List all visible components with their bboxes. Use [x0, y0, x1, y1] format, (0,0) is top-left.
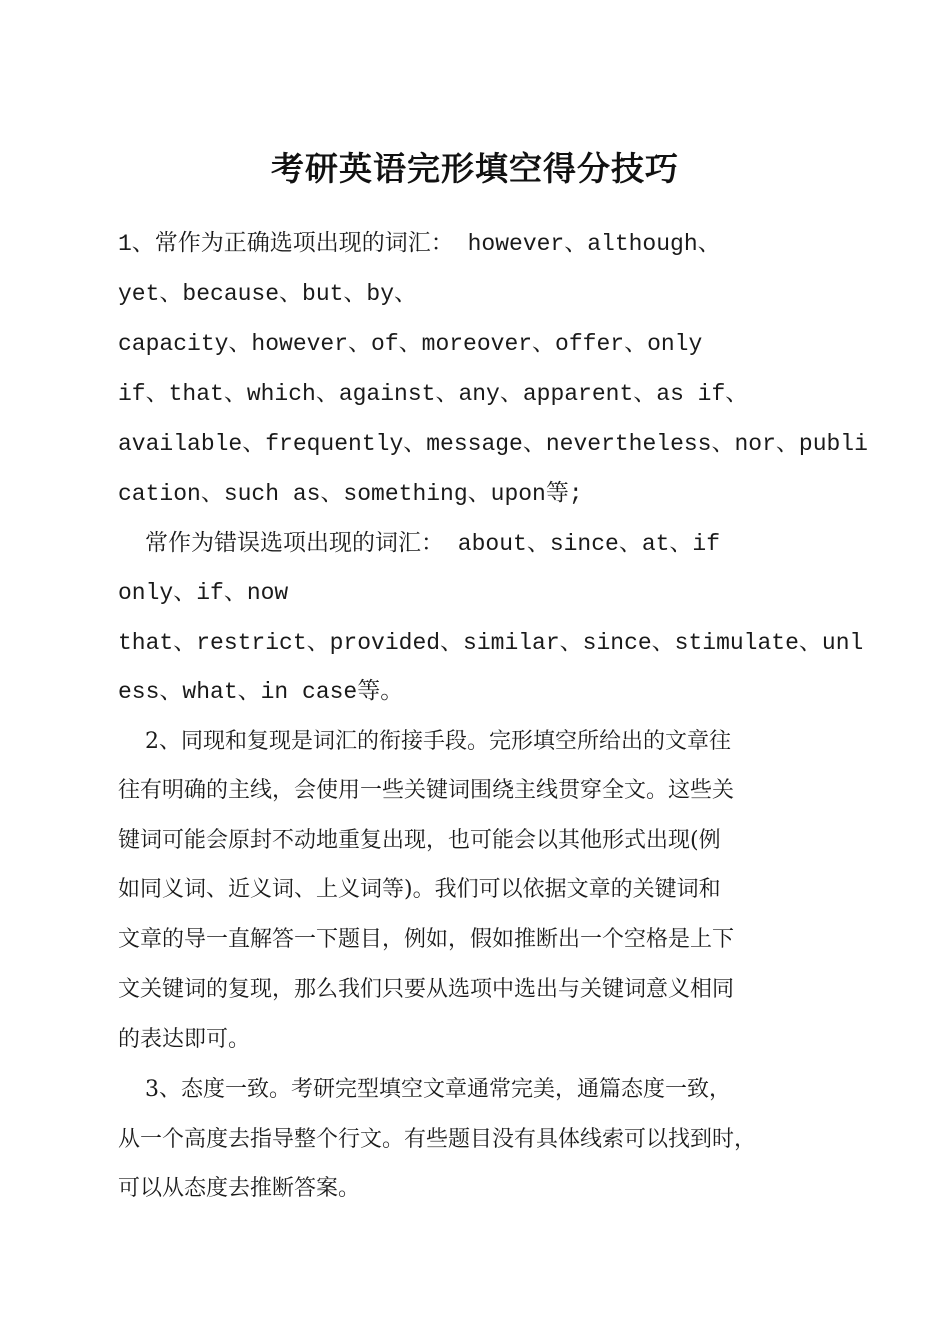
text-line-7: 常作为错误选项出现的词汇： about、since、at、if [145, 531, 721, 557]
text-line-15: 文章的导一直解答一下题目，例如，假如推断出一个空格是上下 [118, 927, 735, 952]
text-line-17: 的表达即可。 [118, 1027, 251, 1052]
text-line-19: 从一个高度去指导整个行文。有些题目没有具体线索可以找到时， [118, 1127, 757, 1152]
text-line-20: 可以从态度去推断答案。 [118, 1176, 361, 1201]
text-line-14: 如同义词、近义词、上义词等)。我们可以依据文章的关键词和 [118, 877, 721, 902]
text-line-11: 2、同现和复现是词汇的衔接手段。完形填空所给出的文章往 [145, 729, 731, 754]
text-line-13: 键词可能会原封不动地重复出现，也可能会以其他形式出现(例 [118, 828, 721, 853]
document-title: 考研英语完形填空得分技巧 [271, 149, 679, 188]
text-line-16: 文关键词的复现，那么我们只要从选项中选出与关键词意义相同 [118, 977, 735, 1002]
text-line-2: yet、because、but、by、 [118, 281, 418, 307]
text-line-8: only、if、now [118, 580, 289, 606]
text-line-1: 1、常作为正确选项出现的词汇： however、although、 [118, 231, 721, 257]
text-line-5: available、frequently、message、nevertheless、nor、publi [118, 431, 868, 457]
text-line-10: ess、what、in case等。 [118, 679, 404, 705]
text-line-9: that、restrict、provided、similar、since、stimulate、unl [118, 630, 864, 656]
text-line-6: cation、such as、something、upon等; [118, 481, 583, 507]
text-line-4: if、that、which、against、any、apparent、as if、 [118, 381, 749, 407]
text-line-18: 3、态度一致。考研完型填空文章通常完美，通篇态度一致， [145, 1077, 731, 1102]
text-line-12: 往有明确的主线，会使用一些关键词围绕主线贯穿全文。这些关 [118, 778, 735, 803]
text-line-3: capacity、however、of、moreover、offer、only [118, 331, 703, 357]
